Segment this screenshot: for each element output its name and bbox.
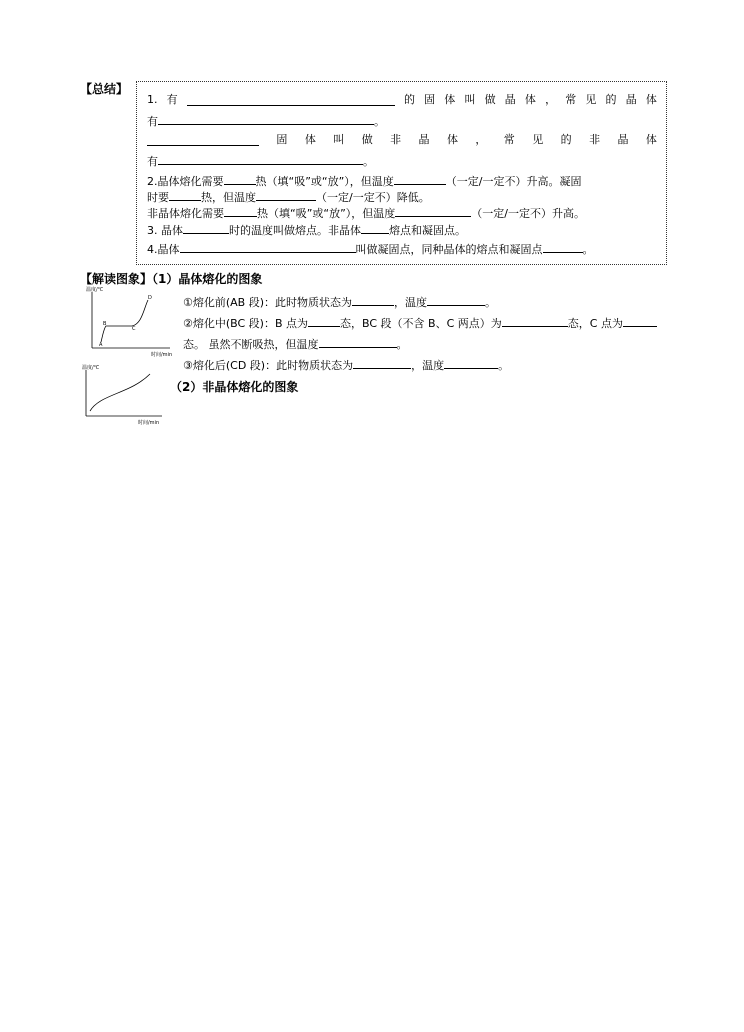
summary-line-1: 1. 有 的 固 体 叫 做 晶 体 ， 常 见 的 晶 体 xyxy=(147,93,657,106)
blank[interactable] xyxy=(444,357,498,369)
blank[interactable] xyxy=(543,241,583,253)
x-axis-label: 时间/min xyxy=(138,420,160,426)
point-d: D xyxy=(148,295,152,301)
curve xyxy=(101,300,148,342)
y-axis-label: 温度/℃ xyxy=(86,287,104,293)
summary-line-4: 有 。 xyxy=(147,155,374,168)
question-3: ③熔化后(CD 段)：此时物质状态为 ，温度 。 xyxy=(183,359,510,372)
blank[interactable] xyxy=(623,315,657,327)
x-axis-label: 时间/min xyxy=(151,352,173,358)
blank[interactable] xyxy=(502,315,568,327)
blank[interactable] xyxy=(158,113,374,125)
blank[interactable] xyxy=(224,205,257,217)
summary-label: 【总结】 xyxy=(80,82,129,96)
summary-line-9: 4.晶体 叫做凝固点，同种晶体的熔点和凝固点 。 xyxy=(147,243,594,256)
blank[interactable] xyxy=(147,134,259,146)
blank[interactable] xyxy=(183,222,229,234)
question-2: ②熔化中(BC 段)：B 点为 态，BC 段（不含 B、C 两点）为 态，C 点为 xyxy=(183,315,657,331)
blank[interactable] xyxy=(394,173,446,185)
amorphous-melting-graph xyxy=(80,364,170,426)
blank[interactable] xyxy=(319,336,397,348)
question-2b: 态。 虽然不断吸热，但温度 。 xyxy=(183,338,408,351)
summary-line-7: 非晶体熔化需要 热（填“吸”或“放”），但温度 （一定/一定不）升高。 xyxy=(147,207,586,220)
blank[interactable] xyxy=(187,94,395,106)
summary-line-5: 2.晶体熔化需要 热（填“吸”或“放”），但温度 （一定/一定不）升高。凝固 xyxy=(147,175,582,188)
blank[interactable] xyxy=(361,222,389,234)
y-axis-label: 温度/℃ xyxy=(82,365,100,371)
crystal-melting-graph xyxy=(84,286,174,360)
blank[interactable] xyxy=(256,189,316,201)
graph-section: 【解读图象】（1）晶体熔化的图象 xyxy=(80,272,263,286)
summary-line-3: 固 体 叫 做 非 晶 体 ， 常 见 的 非 晶 体 xyxy=(147,133,657,147)
summary-line-6: 时要 热，但温度 （一定/一定不）降低。 xyxy=(147,191,430,204)
blank[interactable] xyxy=(180,241,356,253)
blank[interactable] xyxy=(395,205,471,217)
blank[interactable] xyxy=(169,189,201,201)
section-2-title: （2）非晶体熔化的图象 xyxy=(170,380,299,394)
blank[interactable] xyxy=(158,153,363,165)
point-b: B xyxy=(103,321,107,327)
curve xyxy=(90,374,150,411)
summary-line-8: 3. 晶体 时的温度叫做熔点。非晶体 熔点和凝固点。 xyxy=(147,224,466,237)
question-1: ①熔化前(AB 段)：此时物质状态为 ，温度 。 xyxy=(183,296,497,309)
point-c: C xyxy=(132,326,136,332)
blank[interactable] xyxy=(308,315,340,327)
point-a: A xyxy=(99,342,103,348)
blank[interactable] xyxy=(427,294,485,306)
blank[interactable] xyxy=(353,357,411,369)
blank[interactable] xyxy=(224,173,256,185)
blank[interactable] xyxy=(352,294,394,306)
summary-line-2: 有 。 xyxy=(147,115,385,128)
